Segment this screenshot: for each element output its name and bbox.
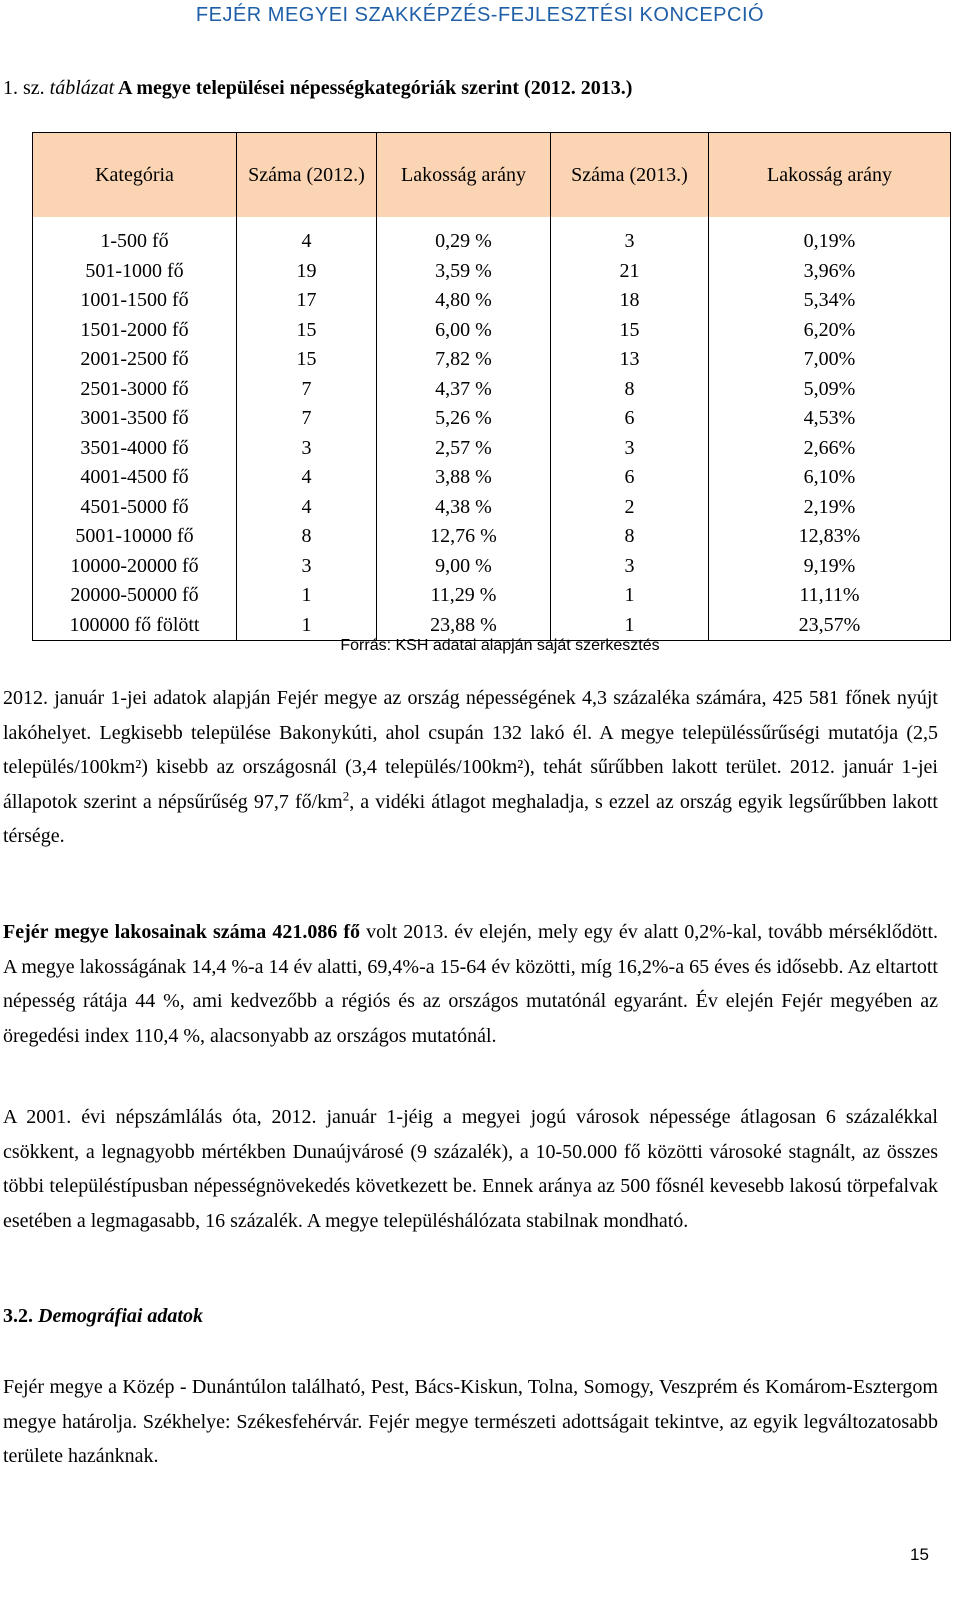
cell-share-2012: 11,29 % [377, 581, 551, 611]
table-row [33, 257, 951, 287]
cell-share-2012: 3,88 % [377, 463, 551, 493]
cell-count-2013: 6 [551, 404, 709, 434]
cell-category: 1501-2000 fő [33, 316, 237, 346]
table-row [33, 345, 951, 375]
cell-share-2013: 2,66% [709, 434, 951, 464]
cell-share-2013: 2,19% [709, 493, 951, 523]
section-number: 3.2. [3, 1305, 38, 1327]
cell-count-2013: 13 [551, 345, 709, 375]
cell-share-2013: 0,19% [709, 217, 951, 257]
cell-category: 4001-4500 fő [33, 463, 237, 493]
cell-share-2012: 0,29 % [377, 217, 551, 257]
caption-prefix: 1. sz. [3, 77, 50, 99]
cell-count-2012: 4 [237, 463, 377, 493]
cell-count-2013: 1 [551, 611, 709, 641]
table-row [33, 316, 951, 346]
table-row [33, 375, 951, 405]
caption-italic: táblázat [49, 77, 115, 99]
cell-count-2012: 3 [237, 552, 377, 582]
table-row [33, 404, 951, 434]
cell-count-2012: 7 [237, 375, 377, 405]
cell-count-2012: 15 [237, 316, 377, 346]
cell-count-2013: 2 [551, 493, 709, 523]
cell-share-2012: 4,38 % [377, 493, 551, 523]
cell-count-2012: 1 [237, 611, 377, 641]
cell-count-2013: 6 [551, 463, 709, 493]
table-row [33, 552, 951, 582]
cell-category: 3001-3500 fő [33, 404, 237, 434]
paragraph1-text: 2012. január 1-jei adatok alapján Fejér megye az ország népességének 4,3 százaléka számára, 425 581 főnek nyújt lakóhelyet. Legkisebb települése Bakonykúti, ahol csupán 132 lakó él. A megye településsűrűségi mutatója (2,5 település/100km²) kisebb az országosnál (3,4 település/100km²), tehát sűrűbben lakott terület. 2012. január 1-jei állapotok szerint a népsűrűség 97,7 fő/km [3, 687, 938, 813]
table-row [33, 581, 951, 611]
cell-count-2012: 4 [237, 217, 377, 257]
paragraph-census: A 2001. évi népszámlálás óta, 2012. január 1-jéig a megyei jogú városok népessége átlagosan 6 százalékkal csökkent, a legnagyobb mértékben Dunaújvárosé (9 százalék), a 10-50.000 fő közötti városoké stagnált, az összes többi településtípusban népességnövekedés következett be. Ennek aránya az 500 fősnél kevesebb lakosú törpefalvak esetében a legmagasabb, 16 százalék. A megye településhálózata stabilnak mondható. [3, 1106, 938, 1232]
cell-share-2012: 12,76 % [377, 522, 551, 552]
table-row [33, 217, 951, 257]
paragraph2-bold: Fejér megye lakosainak száma 421.086 fő [3, 921, 361, 943]
cell-share-2012: 23,88 % [377, 611, 551, 641]
cell-category: 10000-20000 fő [33, 552, 237, 582]
table-row [33, 493, 951, 523]
cell-share-2013: 23,57% [709, 611, 951, 641]
header-szama-2013: Száma (2013.) [551, 133, 709, 218]
cell-share-2012: 6,00 % [377, 316, 551, 346]
page-number: 15 [910, 1545, 929, 1564]
cell-share-2012: 5,26 % [377, 404, 551, 434]
header-lakossag-2013: Lakosság arány [709, 133, 951, 218]
cell-category: 2501-3000 fő [33, 375, 237, 405]
header-szama-2012: Száma (2012.) [237, 133, 377, 218]
cell-share-2012: 4,37 % [377, 375, 551, 405]
cell-share-2013: 7,00% [709, 345, 951, 375]
cell-count-2012: 17 [237, 286, 377, 316]
table-caption [3, 77, 632, 100]
cell-share-2012: 7,82 % [377, 345, 551, 375]
cell-count-2012: 7 [237, 404, 377, 434]
header-kategoria: Kategória [33, 133, 237, 218]
cell-category: 3501-4000 fő [33, 434, 237, 464]
cell-share-2013: 5,09% [709, 375, 951, 405]
cell-category: 4501-5000 fő [33, 493, 237, 523]
paragraph-residents [3, 915, 938, 1053]
cell-category: 1001-1500 fő [33, 286, 237, 316]
cell-share-2013: 9,19% [709, 552, 951, 582]
header-lakossag-2012: Lakosság arány [377, 133, 551, 218]
cell-count-2012: 8 [237, 522, 377, 552]
cell-count-2012: 3 [237, 434, 377, 464]
table-row [33, 611, 951, 641]
cell-share-2013: 5,34% [709, 286, 951, 316]
table-header-row [33, 133, 951, 218]
cell-share-2012: 4,80 % [377, 286, 551, 316]
table-row [33, 463, 951, 493]
table-body [33, 217, 951, 641]
cell-count-2013: 15 [551, 316, 709, 346]
cell-count-2013: 3 [551, 434, 709, 464]
cell-share-2013: 3,96% [709, 257, 951, 287]
cell-count-2013: 21 [551, 257, 709, 287]
table-source: Forrás: KSH adatai alapján saját szerkesztés [340, 637, 660, 654]
paragraph1-text-end: , a vidéki átlagot meghaladja, s ezzel az ország egyik legsűrűbben lakott térsége. [3, 790, 938, 847]
cell-share-2012: 3,59 % [377, 257, 551, 287]
paragraph2-text: volt 2013. év elején, mely egy év alatt 0,2%-kal, tovább mérséklődött. A megye lakosságának 14,4 %-a 14 év alatti, 69,4%-a 15-64 év közötti, míg 16,2%-a 65 éves és idősebb. Az eltartott népesség rátája 44 %, ami kedvezőbb a régiós és az országos mutatónál egyaránt. Év elején Fejér megyében az öregedési index 110,4 %, alacsonyabb az országos mutatónál. [3, 921, 939, 1047]
cell-share-2013: 11,11% [709, 581, 951, 611]
cell-share-2013: 4,53% [709, 404, 951, 434]
cell-count-2012: 4 [237, 493, 377, 523]
cell-count-2013: 3 [551, 217, 709, 257]
table-row [33, 522, 951, 552]
cell-category: 5001-10000 fő [33, 522, 237, 552]
paragraph-population [3, 681, 938, 854]
paragraph-geography: Fejér megye a Közép - Dunántúlon található, Pest, Bács-Kiskun, Tolna, Somogy, Veszprém és Komárom-Esztergom megye határolja. Székhelye: Székesfehérvár. Fejér megye természeti adottságait tekintve, az egyik legváltozatosabb területe hazánknak. [3, 1376, 938, 1467]
population-table [32, 132, 951, 641]
section-title: Demográfiai adatok [38, 1305, 203, 1327]
cell-count-2012: 1 [237, 581, 377, 611]
superscript: 2 [342, 787, 350, 803]
section-heading [3, 1305, 203, 1328]
cell-category: 100000 fő fölött [33, 611, 237, 641]
cell-count-2013: 8 [551, 375, 709, 405]
running-header: FEJÉR MEGYEI SZAKKÉPZÉS-FEJLESZTÉSI KONCEPCIÓ [195, 4, 765, 26]
cell-share-2013: 6,20% [709, 316, 951, 346]
cell-share-2013: 12,83% [709, 522, 951, 552]
cell-share-2012: 2,57 % [377, 434, 551, 464]
cell-category: 1-500 fő [33, 217, 237, 257]
cell-count-2013: 18 [551, 286, 709, 316]
cell-share-2012: 9,00 % [377, 552, 551, 582]
caption-title: A megye települései népességkategóriák szerint (2012. 2013.) [114, 77, 633, 99]
table-row [33, 434, 951, 464]
cell-count-2013: 8 [551, 522, 709, 552]
cell-count-2013: 3 [551, 552, 709, 582]
cell-category: 501-1000 fő [33, 257, 237, 287]
cell-category: 20000-50000 fő [33, 581, 237, 611]
cell-count-2012: 15 [237, 345, 377, 375]
cell-category: 2001-2500 fő [33, 345, 237, 375]
cell-share-2013: 6,10% [709, 463, 951, 493]
table-row [33, 286, 951, 316]
cell-count-2012: 19 [237, 257, 377, 287]
cell-count-2013: 1 [551, 581, 709, 611]
